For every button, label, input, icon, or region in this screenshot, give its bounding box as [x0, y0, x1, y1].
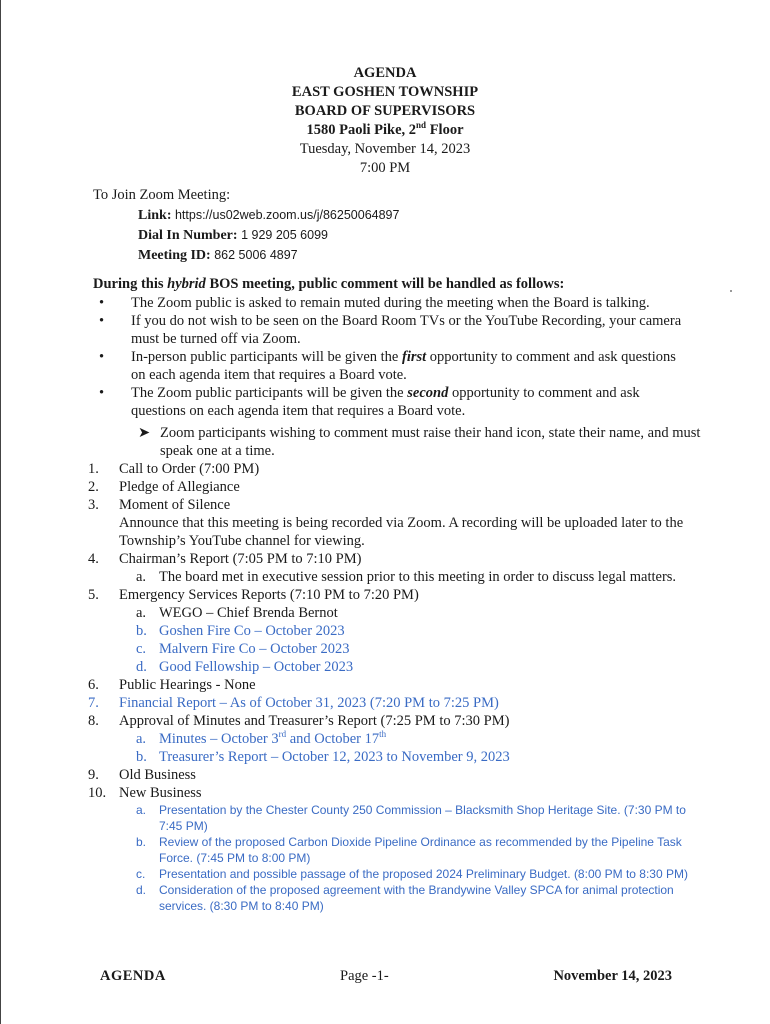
agenda-item: 4. Chairman’s Report (7:05 PM to 7:10 PM) [88, 551, 362, 567]
agenda-link-pipeline-ordinance[interactable]: b. Review of the proposed Carbon Dioxide Pipeline Ordinance as recommended by the Pipeline Task Force. (7:45 PM to 8:00 PM) [136, 835, 682, 865]
zoom-participant-note: ➤ Zoom participants wishing to comment must raise their hand icon, state their name, and must speak one at a time. [138, 425, 701, 459]
header-address: 1580 Paoli Pike, 2nd Floor [306, 120, 464, 138]
header-board: BOARD OF SUPERVISORS [294, 103, 476, 119]
zoom-dial-row: Dial In Number: 1 929 205 6099 [138, 228, 328, 243]
agenda-item: 10. New Business [88, 785, 202, 801]
document-header [0, 64, 770, 178]
bullet-icon: • [99, 313, 105, 329]
agenda-item: 3. Moment of Silence [88, 497, 231, 513]
scan-speck [730, 290, 732, 292]
footer-title: AGENDA [100, 968, 166, 984]
comment-rules-list [93, 294, 693, 420]
agenda-link-treasurers-report[interactable]: b. Treasurer’s Report – October 12, 2023 to November 9, 2023 [136, 749, 510, 765]
zoom-intro: To Join Zoom Meeting: [93, 187, 231, 203]
bullet-icon: • [99, 385, 105, 401]
agenda-link-preliminary-budget[interactable]: c. Presentation and possible passage of the proposed 2024 Preliminary Budget. (8:00 PM to 8:30 PM) [136, 867, 688, 881]
agenda-link-malvern-fire[interactable]: c. Malvern Fire Co – October 2023 [136, 641, 350, 657]
agenda-link-chester-county-250[interactable]: a. Presentation by the Chester County 250 Commission – Blacksmith Shop Heritage Site. (7:30 PM to 7:45 PM) [136, 803, 686, 833]
agenda-link-goshen-fire[interactable]: b. Goshen Fire Co – October 2023 [136, 623, 345, 639]
header-date: Tuesday, November 14, 2023 [299, 141, 471, 157]
agenda-item: 9. Old Business [88, 767, 196, 783]
list-item: • If you do not wish to be seen on the Board Room TVs or the YouTube Recording, your camera must be turned off via Zoom. [99, 313, 682, 347]
zoom-link-row: Link: https://us02web.zoom.us/j/86250064897 [138, 208, 400, 223]
header-title: AGENDA [353, 65, 417, 81]
agenda-item: 1. Call to Order (7:00 PM) [88, 461, 260, 477]
zoom-info [93, 186, 399, 265]
footer-page-number: Page -1- [340, 968, 389, 984]
agenda-items [88, 460, 698, 914]
list-item: • The Zoom public participants will be given the second opportunity to comment and ask questions on each agenda item that requires a Board vote. [99, 385, 640, 419]
agenda-item: 6. Public Hearings - None [88, 677, 256, 693]
agenda-subitem: a. The board met in executive session prior to this meeting in order to discuss legal matters. [136, 569, 677, 585]
agenda-link-spca-agreement[interactable]: d. Consideration of the proposed agreement with the Brandywine Valley SPCA for animal protection services. (8:30 PM to 8:40 PM) [136, 883, 674, 913]
footer-date: November 14, 2023 [553, 968, 672, 984]
zoom-link[interactable]: https://us02web.zoom.us/j/86250064897 [174, 208, 400, 222]
agenda-item: 2. Pledge of Allegiance [88, 479, 240, 495]
recording-notice: Announce that this meeting is being recorded via Zoom. A recording will be uploaded later to the Township’s YouTube channel for viewing. [119, 515, 684, 549]
agenda-link-financial-report[interactable]: 7. Financial Report – As of October 31, 2023 (7:20 PM to 7:25 PM) [88, 695, 499, 711]
agenda-link-minutes[interactable]: a. Minutes – October 3rd and October 17th [136, 729, 387, 747]
bullet-icon: • [99, 349, 105, 365]
agenda-link-good-fellowship[interactable]: d. Good Fellowship – October 2023 [136, 659, 354, 675]
list-item: • The Zoom public is asked to remain muted during the meeting when the Board is talking. [99, 295, 650, 311]
zoom-id-row: Meeting ID: 862 5006 4897 [138, 248, 298, 263]
hybrid-heading: During this hybrid BOS meeting, public comment will be handled as follows: [93, 276, 565, 292]
list-item: • In-person public participants will be given the first opportunity to comment and ask questions on each agenda item that requires a Board vote. [99, 349, 676, 383]
header-time: 7:00 PM [359, 160, 411, 176]
header-township: EAST GOSHEN TOWNSHIP [291, 84, 479, 100]
bullet-icon: • [99, 295, 105, 311]
zoom-meeting-id: 862 5006 4897 [214, 248, 298, 262]
zoom-dial-number: 1 929 205 6099 [241, 228, 328, 242]
agenda-item: 8. Approval of Minutes and Treasurer’s Report (7:25 PM to 7:30 PM) [88, 713, 510, 729]
agenda-item: 5. Emergency Services Reports (7:10 PM to 7:20 PM) [88, 587, 419, 603]
agenda-subitem: a. WEGO – Chief Brenda Bernot [136, 605, 338, 621]
arrow-bullet-icon: ➤ [138, 425, 151, 441]
